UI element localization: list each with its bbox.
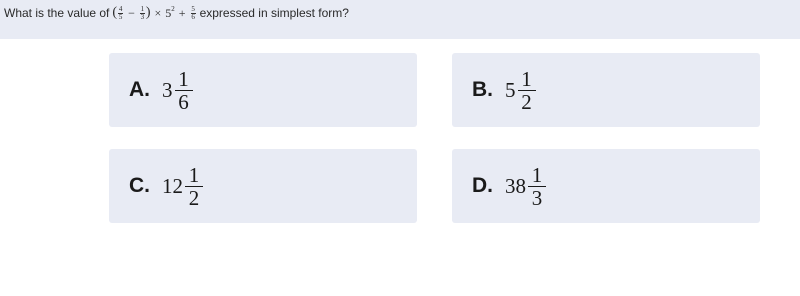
whole-part: 3 [162,77,173,102]
option-letter: A. [129,78,150,101]
times-sign: × [154,5,162,20]
answer-option-a[interactable] [109,53,417,127]
fraction-five-sixths [191,6,196,21]
minus-sign: − [128,5,135,20]
option-letter: C. [129,174,150,197]
question-text [4,5,349,21]
question-suffix: expressed in simplest form? [199,6,349,20]
mixed-number [505,68,536,113]
fraction-numerator: 5 [191,4,195,13]
power-exponent: 2 [171,5,175,13]
fraction-four-fifths [118,6,123,21]
fraction-numerator: 4 [118,4,123,13]
question-expression [112,6,196,21]
fraction-numerator: 1 [188,162,200,187]
answer-option-d[interactable] [452,149,760,223]
mixed-number [505,164,546,209]
fraction-denominator: 2 [188,185,200,210]
plus-sign: + [178,5,186,20]
question-prefix: What is the value of [4,6,110,20]
fraction-denominator: 6 [178,89,189,114]
whole-part: 5 [505,77,516,102]
fraction-denominator: 3 [140,12,145,21]
fraction [185,164,203,209]
close-paren: ) [145,5,151,20]
fraction [518,68,536,113]
fraction-numerator: 1 [521,66,532,91]
fraction [175,68,193,113]
fraction [528,164,546,209]
option-letter: D. [472,174,493,197]
fraction-denominator: 2 [521,89,532,114]
answer-option-b[interactable] [452,53,760,127]
fraction-denominator: 6 [191,12,195,21]
fraction-denominator: 5 [118,12,123,21]
question-bar [0,0,800,39]
open-paren: ( [112,5,118,20]
option-letter: B. [472,78,493,101]
whole-part: 12 [162,173,183,198]
power-base: 5 [165,5,172,20]
mixed-number [162,68,193,113]
answer-option-c[interactable] [109,149,417,223]
fraction-numerator: 1 [531,162,543,187]
fraction-numerator: 1 [178,66,189,91]
whole-part: 38 [505,173,526,198]
fraction-denominator: 3 [531,185,543,210]
fraction-one-third [140,6,145,21]
fraction-numerator: 1 [140,4,145,13]
mixed-number [162,164,203,209]
